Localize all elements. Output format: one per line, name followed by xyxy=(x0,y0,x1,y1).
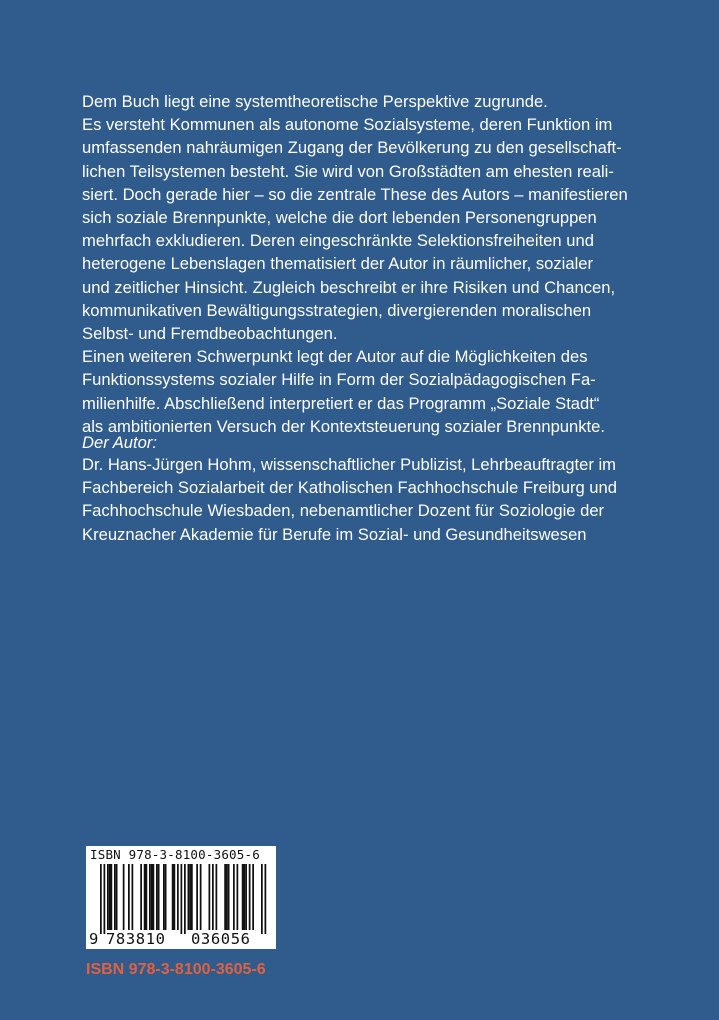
barcode-bar xyxy=(249,864,251,930)
barcode-bar xyxy=(109,864,111,930)
author-bio-line: Fachbereich Sozialarbeit der Katholischen Fachhochschule Freiburg und xyxy=(82,478,617,498)
barcode-bar xyxy=(156,864,158,930)
blurb-line: umfassenden nahräumigen Zugang der Bevölkerung zu den gesellschaft- xyxy=(82,138,622,158)
barcode-bar xyxy=(144,864,146,930)
barcode-bar xyxy=(184,864,186,934)
barcode-digit-first: 9 xyxy=(89,930,99,948)
barcode-bar xyxy=(212,864,214,930)
blurb-line: Dem Buch liegt eine systemtheoretische Perspektive zugrunde. xyxy=(82,92,548,111)
barcode-bar xyxy=(174,864,176,930)
blurb-line: Selbst- und Fremdbeobachtungen. xyxy=(82,324,338,344)
barcode-bar xyxy=(111,864,113,930)
blurb-text xyxy=(82,90,662,438)
barcode-bar xyxy=(123,864,125,930)
blurb-line: siert. Doch gerade hier – so die zentrale These des Autors – manifestieren xyxy=(82,184,628,204)
barcode-bar xyxy=(200,864,202,930)
isbn-barcode xyxy=(86,846,276,949)
barcode-bar xyxy=(228,864,230,930)
blurb-line: milienhilfe. Abschließend interpretiert er das Programm „Soziale Stadt“ xyxy=(82,393,600,413)
barcode-bar xyxy=(226,864,228,930)
barcode-bar xyxy=(261,864,263,934)
barcode-bar xyxy=(140,864,142,930)
barcode-digits-right: 036056 xyxy=(191,930,251,948)
barcode-bar xyxy=(107,864,109,930)
barcode-bar xyxy=(149,864,151,930)
barcode-bar xyxy=(242,864,244,930)
author-bio-line: Dr. Hans-Jürgen Hohm, wissenschaftlicher Publizist, Lehrbeauftragter im xyxy=(82,455,616,474)
barcode-digits xyxy=(86,930,276,948)
barcode-bar xyxy=(153,864,155,930)
barcode-bar xyxy=(100,864,102,934)
barcode-bar xyxy=(237,864,239,930)
barcode-bar xyxy=(216,864,218,930)
barcode-bar xyxy=(244,864,246,930)
barcode-bar xyxy=(151,864,153,930)
barcode-bar xyxy=(196,864,198,930)
barcode-bar xyxy=(189,864,191,930)
barcode-bar xyxy=(191,864,193,930)
blurb-line: Funktionssystems sozialer Hilfe in Form der Sozialpädagogischen Fa- xyxy=(82,370,596,390)
barcode-bar xyxy=(181,864,183,934)
barcode-bar xyxy=(265,864,267,934)
blurb-line: sich soziale Brennpunkte, welche die dort lebenden Personengruppen xyxy=(82,208,597,228)
blurb-line: heterogene Lebenslagen thematisiert der Autor in räumlicher, sozialer xyxy=(82,254,594,274)
barcode-bar xyxy=(172,864,174,930)
barcode-bars xyxy=(86,864,276,934)
barcode-bar xyxy=(188,864,190,930)
barcode-bar xyxy=(224,864,226,930)
barcode-bar xyxy=(104,864,106,934)
barcode-bar xyxy=(163,864,165,930)
barcode-bar xyxy=(116,864,118,930)
author-bio-line: Kreuznacher Akademie für Berufe im Sozial- und Gesundheitswesen xyxy=(82,524,587,544)
author-bio-line: Fachhochschule Wiesbaden, nebenamtlicher Dozent für Soziologie der xyxy=(82,501,605,521)
barcode-bar xyxy=(252,864,254,930)
blurb-line: mehrfach exkludieren. Deren eingeschränkte Selektionsfreiheiten und xyxy=(82,231,594,251)
barcode-bar xyxy=(132,864,134,930)
author-heading: Der Autor: xyxy=(82,433,158,452)
barcode-bar xyxy=(177,864,179,930)
barcode-bar xyxy=(146,864,148,930)
barcode-bar xyxy=(209,864,211,930)
blurb-line: kommunikativen Bewältigungsstrategien, divergierenden moralischen xyxy=(82,300,592,320)
barcode-bar xyxy=(114,864,116,930)
blurb-line: Einen weiteren Schwerpunkt legt der Autor auf die Möglichkeiten des xyxy=(82,347,588,367)
barcode-isbn-label: ISBN 978-3-8100-3605-6 xyxy=(90,847,260,862)
blurb-line: lichen Teilsystemen besteht. Sie wird von Großstädten am ehesten reali- xyxy=(82,161,614,181)
blurb-line: und zeitlicher Hinsicht. Zugleich beschreibt er ihre Risiken und Chancen, xyxy=(82,277,616,297)
barcode-bar xyxy=(158,864,160,930)
barcode-bar xyxy=(233,864,235,930)
blurb-line: als ambitionierten Versuch der Kontextsteuerung sozialer Brennpunkte. xyxy=(82,416,606,436)
author-bio xyxy=(82,453,682,546)
barcode-digits-left: 783810 xyxy=(106,930,166,948)
barcode-bar xyxy=(128,864,130,930)
blurb-line: Es versteht Kommunen als autonome Sozialsysteme, deren Funktion im xyxy=(82,115,613,135)
barcode-bar xyxy=(165,864,167,930)
barcode-bar xyxy=(245,864,247,930)
isbn-text: ISBN 978-3-8100-3605-6 xyxy=(86,961,266,978)
